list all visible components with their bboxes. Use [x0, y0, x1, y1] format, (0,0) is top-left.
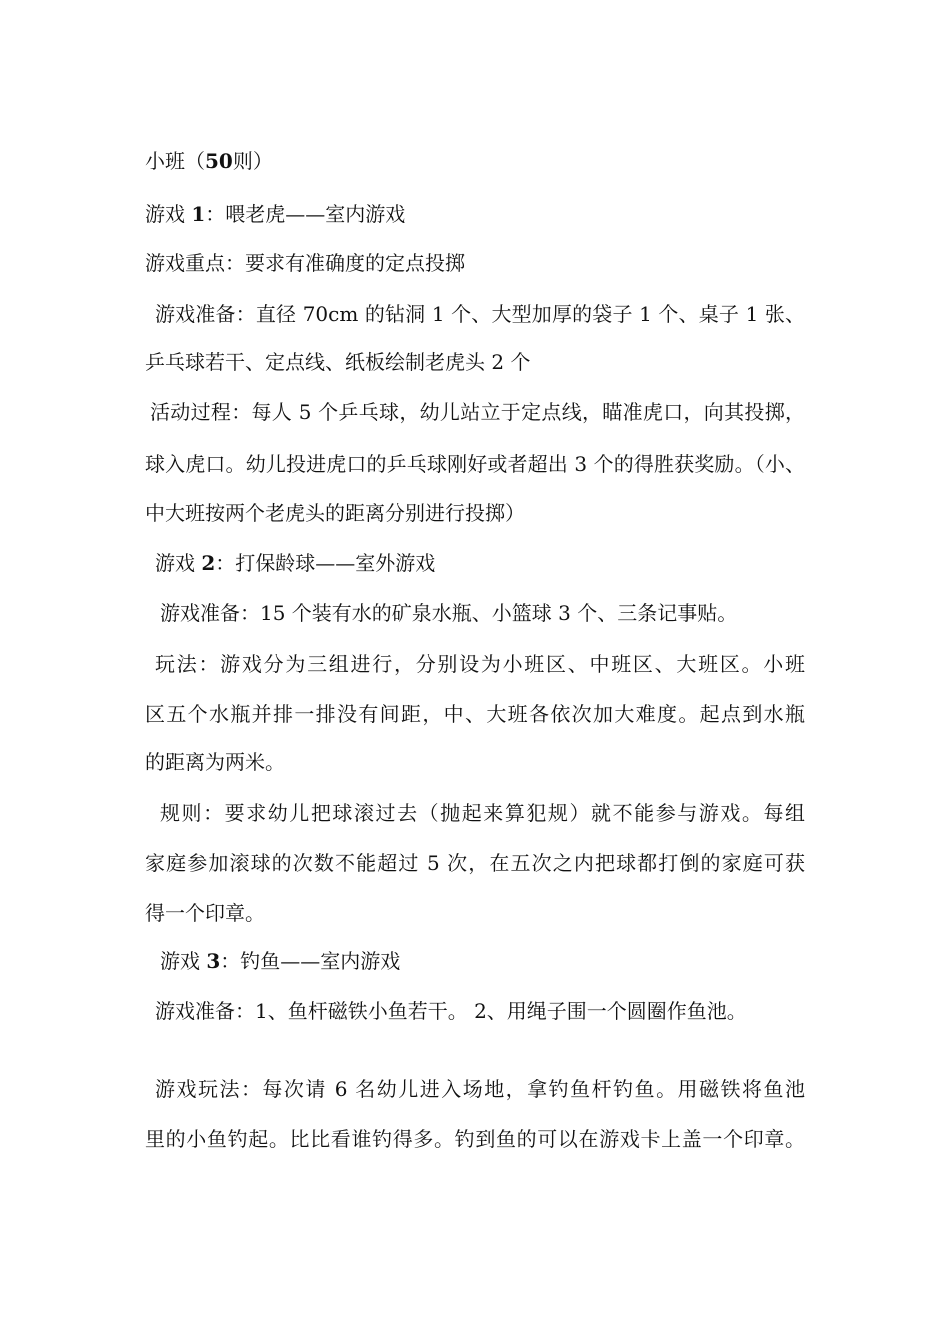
- game-2-play-line-1: 玩法：游戏分为三组进行，分别设为小班区、中班区、大班区。小班: [155, 652, 805, 676]
- game-3-number: 3: [206, 949, 221, 973]
- game-2-rule-line-3: 得一个印章。: [145, 901, 265, 925]
- game-3-prep: 游戏准备：1、鱼杆磁铁小鱼若干。 2、用绳子围一个圆圈作鱼池。: [155, 999, 747, 1023]
- game-1-focus: 游戏重点：要求有准确度的定点投掷: [145, 251, 465, 275]
- game-1-heading: [145, 201, 405, 227]
- game-3-play-line-1: 游戏玩法：每次请 6 名幼儿进入场地，拿钓鱼杆钓鱼。用磁铁将鱼池: [155, 1077, 805, 1101]
- game-1-number: 1: [191, 202, 206, 226]
- game-1-process-line-1: 活动过程：每人 5 个乒乓球，幼儿站立于定点线，瞄准虎口，向其投掷，: [150, 400, 805, 424]
- title-number: 50: [205, 149, 233, 173]
- game-2-prep: 游戏准备：15 个装有水的矿泉水瓶、小篮球 3 个、三条记事贴。: [160, 601, 738, 625]
- game-1-prep-line-1: 游戏准备：直径 70cm 的钻洞 1 个、大型加厚的袋子 1 个、桌子 1 张、: [155, 302, 805, 326]
- game-2-rule-line-1: 规则：要求幼儿把球滚过去（抛起来算犯规）就不能参与游戏。每组: [160, 801, 805, 825]
- game-2-label: 游戏: [155, 551, 195, 575]
- game-1-title: ：喂老虎——室内游戏: [205, 202, 406, 226]
- game-3-heading: [160, 948, 400, 974]
- game-1-prep-line-2: 乒乓球若干、定点线、纸板绘制老虎头 2 个: [145, 350, 531, 374]
- game-1-process-line-2: 球入虎口。幼儿投进虎口的乒乓球刚好或者超出 3 个的得胜获奖励。（小、: [145, 452, 805, 476]
- title-suffix: 则）: [232, 149, 273, 173]
- game-3-title: ：钓鱼——室内游戏: [220, 949, 401, 973]
- game-2-title: ：打保龄球——室外游戏: [215, 551, 436, 575]
- title-prefix: 小班（: [145, 149, 205, 173]
- game-3-label: 游戏: [160, 949, 200, 973]
- game-2-rule-line-2: 家庭参加滚球的次数不能超过 5 次，在五次之内把球都打倒的家庭可获: [145, 851, 805, 875]
- document-title: [145, 148, 273, 174]
- game-2-play-line-2: 区五个水瓶并排一排没有间距，中、大班各依次加大难度。起点到水瓶: [145, 702, 805, 726]
- game-2-play-line-3: 的距离为两米。: [145, 750, 285, 774]
- game-3-play-line-2: 里的小鱼钓起。比比看谁钓得多。钓到鱼的可以在游戏卡上盖一个印章。: [145, 1127, 805, 1151]
- game-2-heading: [155, 550, 435, 576]
- game-2-number: 2: [201, 551, 216, 575]
- game-1-process-line-3: 中大班按两个老虎头的距离分别进行投掷）: [145, 501, 525, 525]
- game-1-label: 游戏: [145, 202, 185, 226]
